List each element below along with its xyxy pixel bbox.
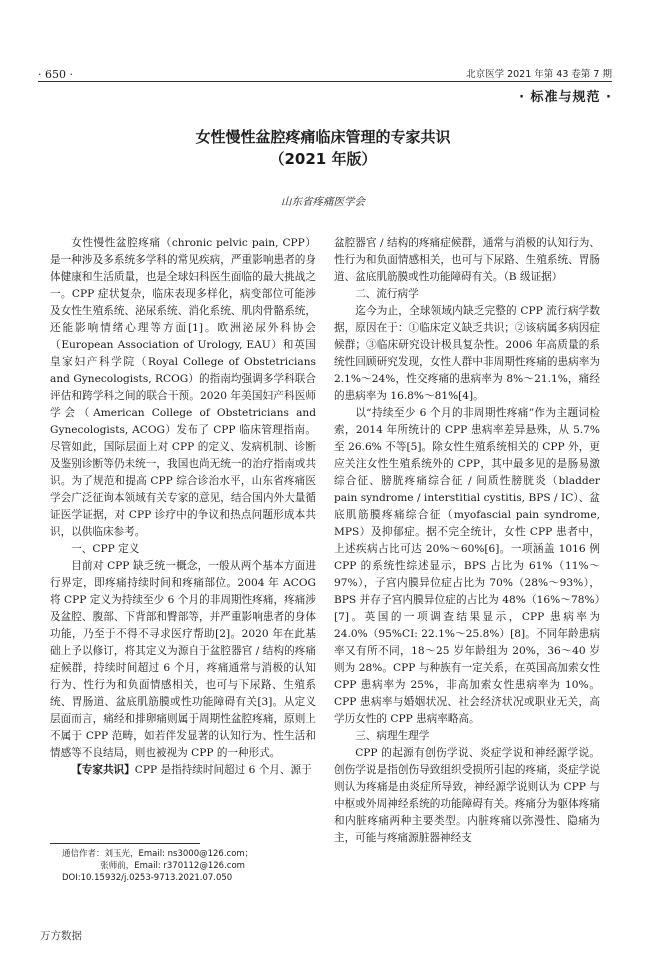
section-heading-definition: 一、CPP 定义 bbox=[71, 543, 140, 555]
pathophysiology-paragraph: CPP 的起源有创伤学说、炎症学说和神经源学说。创伤学说是指创伤导致组织受损所引起的疼痛，炎症学说则认为疼痛是由炎症所导致，神经源学说则认为 CPP 与中枢或外周神经系统的功能障碍有关。疼痛分为躯体疼痛和内脏疼痛两种主要类型。内脏疼痛以弥漫性、隐痛为主，可能与疼痛源脏器神经支 bbox=[334, 747, 600, 844]
footnote bbox=[62, 848, 253, 884]
page-number: · 650 · bbox=[38, 68, 73, 81]
footnote-line: 张师前，Email: r370112@126.com bbox=[100, 861, 245, 871]
section-heading-epidemiology: 二、流行病学 bbox=[355, 288, 419, 300]
footnote-line: DOI:10.15932/j.0253-9713.2021.07.050 bbox=[62, 873, 233, 883]
article-author: 山东省疼痛医学会 bbox=[281, 196, 365, 208]
footnote-line: 通信作者：刘玉光，Email: ns3000@126.com； bbox=[62, 849, 254, 859]
header-rule bbox=[38, 81, 612, 82]
definition-paragraph: 目前对 CPP 缺乏统一概念，一般从两个基本方面进行界定，即疼痛持续时间和疼痛部位。2004 年 ACOG 将 CPP 定义为持续至少 6 个月的非周期性疼痛，疼痛涉及盆腔、腹部、下背部和臀部等，并严重影响患者的身体功能，乃至于不得不寻求医疗帮助[2]。2020 年在此基础上予以修订，将其定义为源自于盆腔器官 / 结构的疼痛症候群，持续时间超过 6 个月，疼痛通常与消极的认知行为、性行为和负面情感相关，也可与下尿路、生殖系统、胃肠道、盆底肌筋膜或性功能障碍有关[3]。从定义层面而言，痛经和排卵痛则属于周期性盆腔疼痛，原则上不属于 CPP 范畴，如若伴发显著的认知行为、性生活和情感等不良结局，则也被视为 CPP 的一种形式。 bbox=[50, 560, 316, 759]
footnote-rule bbox=[50, 843, 200, 844]
consensus-label: 【专家共识】 bbox=[71, 764, 135, 776]
consensus-text: CPP 是指持续时间超过 6 个月、源于 bbox=[134, 764, 312, 776]
body-column-right bbox=[334, 235, 600, 847]
article-title: 女性慢性盆腔疼痛临床管理的专家共识 bbox=[195, 128, 451, 146]
consensus-paragraph bbox=[50, 762, 316, 779]
epidemiology-paragraph-1: 迄今为止，全球领域内缺乏完整的 CPP 流行病学数据，原因在于：①临床定义缺乏共识；②该病属多病因症候群；③临床研究设计极具复杂性。2006 年高质量的系统性回顾研究发现，女性人群中非周期性疼痛的患病率为 2.1%～24%，性交疼痛的患病率为 8%～21.1%，痛经的患病率为 16.8%～81%[4]。 bbox=[334, 305, 600, 402]
article-subtitle: （2021 年版） bbox=[269, 150, 377, 168]
consensus-continued-paragraph: 盆腔器官 / 结构的疼痛症候群，通常与消极的认知行为、性行为和负面情感相关，也可与下尿路、生殖系统、胃肠道、盆底肌筋膜或性功能障碍有关。（B 级证据） bbox=[334, 237, 600, 283]
journal-info: 北京医学 2021 年第 43 卷第 7 期 bbox=[466, 69, 612, 80]
watermark: 万方数据 bbox=[40, 930, 82, 942]
body-column-left bbox=[50, 235, 316, 779]
section-heading-pathophysiology: 三、病理生理学 bbox=[355, 730, 430, 742]
section-label: · 标准与规范 · bbox=[519, 90, 612, 105]
intro-paragraph: 女性慢性盆腔疼痛（chronic pelvic pain, CPP）是一种涉及多系统多学科的常见疾病，严重影响患者的身体健康和生活质量，也是全球妇科医生面临的最大挑战之一。CPP 症状复杂，临床表现多样化，病变部位可能涉及女性生殖系统、泌尿系统、消化系统、肌肉骨骼系统，还能影响情绪心理等方面[1]。欧洲泌尿外科协会（European Association of Urology, EAU）和英国皇家妇产科学院（Royal College of Obstetricians and Gynecologists, RCOG）的指南均强调多学科联合评估和跨学科之间的联合干预。2020 年美国妇产科医师学会（American College of Obstetricians and Gynecologists, ACOG）发布了 CPP 临床管理指南。尽管如此，国际层面上对 CPP 的定义、发病机制、诊断及鉴别诊断等仍未统一，我国也尚无统一的治疗指南或共识。为了规范和提高 CPP 综合诊治水平，山东省疼痛医学会广泛征询本领域有关专家的意见，结合国内外大量循证医学证据，对 CPP 诊疗中的争议和热点问题形成本共识，以供临床参考。 bbox=[50, 237, 316, 538]
epidemiology-paragraph-2: 以“持续至少 6 个月的非周期性疼痛”作为主题词检索，2014 年所统计的 CPP 患病率差异悬殊，从 5.7% 至 26.6% 不等[5]。除女性生殖系统相关的 CPP 外，更应关注女性生殖系统外的 CPP，其中最多见的是肠易激综合征、膀胱疼痛综合征 / 间质性膀胱炎（bladder pain syndrome / interstitial cystitis, BPS / IC）、盆底肌筋膜疼痛综合征（myofascial pain syndrome, MPS）及抑郁症。据不完全统计，女性 CPP 患者中，上述疾病占比可达 20%～60%[6]。一项涵盖 1016 例 CPP 的系统性综述显示，BPS 占比为 61%（11%～97%），子宫内膜异位症占比为 70%（28%～93%），BPS 并存子宫内膜异位症的占比为 48%（16%～78%）[7]。英国的一项调查结果显示，CPP 患病率为 24.0%（95%CI: 22.1%～25.8%）[8]。不同年龄患病率又有所不同，18～25 岁年龄组为 20%，36～40 岁则为 28%。CPP 与种族有一定关系，在英国高加索女性 CPP 患病率为 25%，非高加索女性患病率为 10%。CPP 患病率与婚姻状况、社会经济状况或职业无关，高学历女性的 CPP 患病率略高。 bbox=[334, 407, 600, 725]
